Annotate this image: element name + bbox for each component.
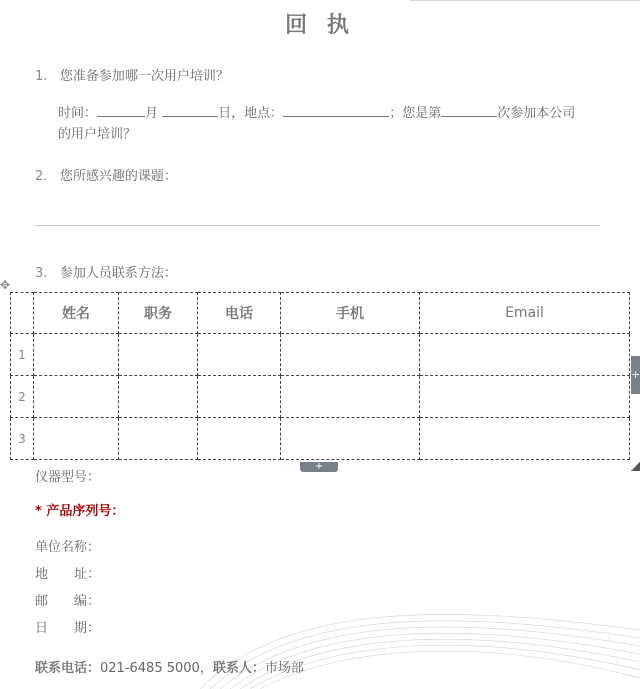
question-1-detail [58,102,618,145]
postcode-label [35,590,100,609]
table-row [11,418,630,460]
top-divider [410,0,640,1]
column-header-phone[interactable]: 电话 [198,293,281,334]
row-number: 3 [11,418,34,460]
question-number: 3. [35,266,48,281]
date-label [35,617,100,636]
table-header-row [11,293,630,334]
table-resize-handle-icon[interactable] [631,462,640,471]
column-header-name[interactable]: 姓名 [34,293,119,334]
times-label: ；您是第 [389,106,442,121]
contact-person-label: 联系人： [212,661,265,676]
separator: ， [199,661,213,676]
table-cell[interactable] [281,334,420,376]
add-column-button[interactable]: + [631,356,640,394]
question-text: 您所感兴趣的课题： [59,169,177,184]
day-location-label: 日，地点： [218,106,284,121]
question-number: 2. [35,169,48,184]
address-label-part: 址： [74,567,101,582]
question-1 [35,65,229,84]
table-cell[interactable] [119,418,198,460]
address-label-part: 地 [35,567,49,582]
phone-number: 021-6485 5000 [100,661,200,676]
table-cell[interactable] [198,418,281,460]
contact-person: 市场部 [264,661,304,676]
table-cell[interactable] [281,376,420,418]
table-cell[interactable] [34,418,119,460]
month-field[interactable] [97,102,145,117]
date-label-part: 日 [35,621,49,636]
instrument-model-label: 仪器型号： [35,470,101,485]
times-field[interactable] [441,102,497,117]
column-header-mobile[interactable]: 手机 [281,293,420,334]
question-2 [35,165,177,184]
table-cell[interactable] [119,376,198,418]
table-cell[interactable] [119,334,198,376]
company-name-label: 单位名称： [35,540,101,555]
table-move-handle-icon[interactable]: ✥ [0,278,11,292]
table-row [11,376,630,418]
table-cell[interactable] [198,334,281,376]
table-cell[interactable] [420,376,630,418]
date-label-part: 期： [74,621,101,636]
column-header-title[interactable]: 职务 [119,293,198,334]
table-cell[interactable] [420,334,630,376]
contacts-table [10,292,630,460]
phone-label: 联系电话： [35,661,101,676]
page-title: 回 执 [285,12,355,38]
table-cell[interactable] [34,376,119,418]
time-label: 时间： [58,106,98,121]
table-cell[interactable] [420,418,630,460]
location-field[interactable] [283,102,389,117]
question-text: 参加人员联系方法： [59,266,177,281]
postcode-label-part: 邮 [35,594,49,609]
question-3 [35,262,177,281]
row-number: 2 [11,376,34,418]
address-label [35,563,100,582]
table-cell[interactable] [198,376,281,418]
row-number: 1 [11,334,34,376]
day-field[interactable] [162,102,218,117]
question-1-tail: 的用户培训？ [58,127,137,142]
column-header-email[interactable]: Email [420,293,630,334]
question-number: 1. [35,69,48,84]
table-row [11,334,630,376]
serial-number-label: * 产品序列号： [35,504,125,519]
question-text: 您准备参加哪一次用户培训？ [59,69,229,84]
contact-footer [35,657,304,676]
topic-answer-line[interactable] [35,225,600,226]
table-cell[interactable] [281,418,420,460]
add-row-button[interactable]: + [300,462,338,472]
postcode-label-part: 编： [74,594,101,609]
table-corner-cell[interactable] [11,293,34,334]
table-cell[interactable] [34,334,119,376]
times-suffix: 次参加本公司 [497,106,576,121]
month-label: 月 [145,106,159,121]
